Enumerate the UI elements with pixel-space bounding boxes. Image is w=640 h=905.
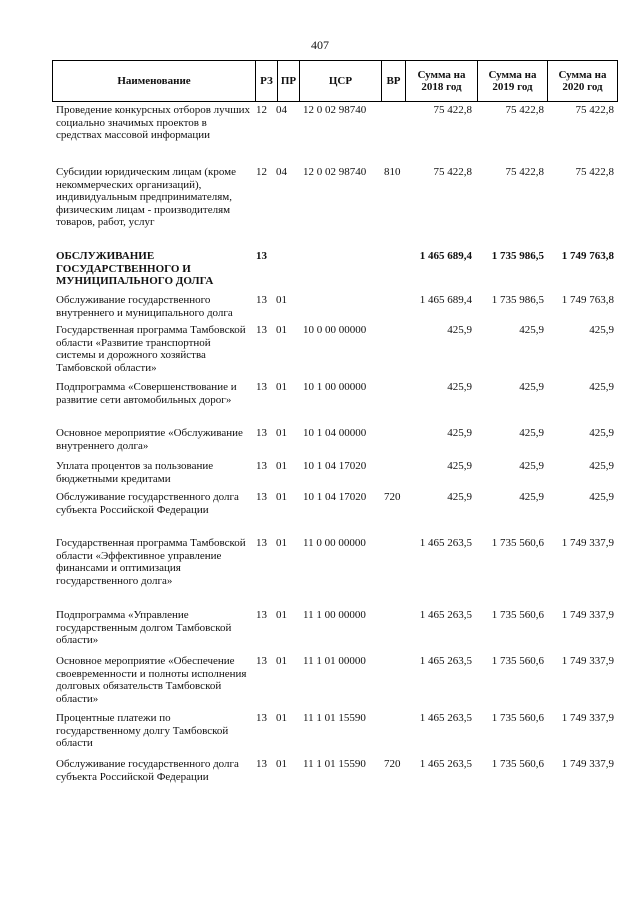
- header-vr: ВР: [381, 61, 405, 101]
- cell-pr: 01: [276, 758, 287, 770]
- cell-2020: 1 749 337,9: [561, 712, 614, 724]
- cell-2019: 1 735 986,5: [491, 294, 544, 306]
- cell-2018: 425,9: [447, 460, 472, 472]
- header-rz: РЗ: [255, 61, 277, 101]
- header-2020: Сумма на 2020 год: [547, 61, 617, 101]
- cell-2018: 1 465 263,5: [419, 712, 472, 724]
- cell-2018: 75 422,8: [433, 166, 472, 178]
- cell-2019: 75 422,8: [505, 166, 544, 178]
- cell-2019: 425,9: [519, 381, 544, 393]
- cell-csr: 10 1 04 17020: [303, 460, 367, 472]
- cell-name: Обслуживание государственного долга субъекта Российской Федерации: [56, 758, 239, 783]
- cell-pr: 01: [276, 655, 287, 667]
- cell-csr: 11 1 01 15590: [303, 758, 366, 770]
- cell-2018: 425,9: [447, 427, 472, 439]
- cell-pr: 01: [276, 427, 287, 439]
- cell-csr: 12 0 02 98740: [303, 166, 367, 178]
- cell-pr: 01: [276, 537, 287, 549]
- cell-2020: 1 749 337,9: [561, 609, 614, 621]
- cell-csr: 10 0 00 00000: [303, 324, 367, 336]
- cell-name: Обслуживание государственного внутреннего и муниципального долга: [56, 294, 233, 319]
- cell-csr: 11 1 00 00000: [303, 609, 366, 621]
- cell-rz: 13: [256, 712, 267, 724]
- cell-2018: 1 465 263,5: [419, 537, 472, 549]
- cell-2018: 1 465 263,5: [419, 609, 472, 621]
- header-2018: Сумма на 2018 год: [405, 61, 477, 101]
- cell-2019: 1 735 986,5: [491, 250, 544, 262]
- cell-2019: 1 735 560,6: [491, 758, 544, 770]
- cell-rz: 13: [256, 460, 267, 472]
- cell-csr: 12 0 02 98740: [303, 104, 367, 116]
- cell-rz: 13: [256, 758, 267, 770]
- cell-pr: 01: [276, 609, 287, 621]
- cell-name: Обслуживание государственного долга субъекта Российской Федерации: [56, 491, 239, 516]
- cell-csr: 10 1 00 00000: [303, 381, 367, 393]
- cell-name: Уплата процентов за пользование бюджетными кредитами: [56, 460, 214, 485]
- cell-2018: 425,9: [447, 324, 472, 336]
- cell-name: Процентные платежи по государственному долгу Тамбовской области: [56, 712, 229, 750]
- cell-2019: 425,9: [519, 427, 544, 439]
- cell-2018: 425,9: [447, 381, 472, 393]
- cell-2020: 425,9: [589, 460, 614, 472]
- page-number: 407: [311, 38, 329, 52]
- cell-2019: 75 422,8: [505, 104, 544, 116]
- cell-rz: 13: [256, 537, 267, 549]
- header-name: Наименование: [117, 75, 191, 87]
- cell-2020: 1 749 337,9: [561, 758, 614, 770]
- cell-rz: 13: [256, 294, 267, 306]
- cell-pr: 01: [276, 294, 287, 306]
- cell-2018: 1 465 689,4: [419, 294, 472, 306]
- cell-csr: 10 1 04 17020: [303, 491, 367, 503]
- cell-2018: 1 465 263,5: [419, 655, 472, 667]
- cell-2020: 75 422,8: [575, 104, 614, 116]
- cell-2020: 425,9: [589, 324, 614, 336]
- cell-rz: 12: [256, 166, 267, 178]
- cell-2020: 1 749 337,9: [561, 655, 614, 667]
- cell-pr: 01: [276, 324, 287, 336]
- cell-2018: 1 465 689,4: [419, 250, 472, 262]
- cell-2020: 425,9: [589, 491, 614, 503]
- header-2019: Сумма на 2019 год: [477, 61, 547, 101]
- header-pr: ПР: [277, 61, 299, 101]
- cell-2019: 425,9: [519, 491, 544, 503]
- cell-2019: 1 735 560,6: [491, 609, 544, 621]
- cell-2020: 1 749 763,8: [561, 294, 614, 306]
- cell-name: Проведение конкурсных отборов лучших социально значимых проектов в средствах массовой информации: [56, 104, 251, 142]
- cell-csr: 11 0 00 00000: [303, 537, 366, 549]
- cell-pr: 01: [276, 381, 287, 393]
- cell-name: ОБСЛУЖИВАНИЕ ГОСУДАРСТВЕННОГО И МУНИЦИПАЛЬНОГО ДОЛГА: [56, 250, 214, 288]
- cell-pr: 04: [276, 166, 287, 178]
- cell-2020: 1 749 763,8: [561, 250, 614, 262]
- cell-2020: 1 749 337,9: [561, 537, 614, 549]
- cell-rz: 13: [256, 427, 267, 439]
- cell-2019: 425,9: [519, 324, 544, 336]
- cell-name: Основное мероприятие «Обеспечение своевременности и полноты исполнения долговых обязательств Тамбовской области»: [56, 655, 247, 705]
- cell-2018: 1 465 263,5: [419, 758, 472, 770]
- cell-2020: 425,9: [589, 427, 614, 439]
- cell-pr: 04: [276, 104, 287, 116]
- cell-pr: 01: [276, 491, 287, 503]
- cell-vr: 810: [384, 166, 401, 178]
- cell-pr: 01: [276, 712, 287, 724]
- cell-rz: 13: [256, 381, 267, 393]
- cell-name: Государственная программа Тамбовской области «Развитие транспортной системы и дорожного хозяйства Тамбовской области»: [56, 324, 246, 374]
- cell-2018: 425,9: [447, 491, 472, 503]
- cell-2019: 425,9: [519, 460, 544, 472]
- header-csr: ЦСР: [299, 61, 381, 101]
- cell-pr: 01: [276, 460, 287, 472]
- cell-2020: 425,9: [589, 381, 614, 393]
- cell-rz: 13: [256, 609, 267, 621]
- cell-2018: 75 422,8: [433, 104, 472, 116]
- cell-rz: 13: [256, 655, 267, 667]
- cell-name: Подпрограмма «Совершенствование и развитие сети автомобильных дорог»: [56, 381, 237, 406]
- cell-rz: 13: [256, 491, 267, 503]
- cell-2019: 1 735 560,6: [491, 537, 544, 549]
- cell-csr: 11 1 01 00000: [303, 655, 366, 667]
- cell-2019: 1 735 560,6: [491, 655, 544, 667]
- cell-name: Подпрограмма «Управление государственным долгом Тамбовской области»: [56, 609, 232, 647]
- cell-vr: 720: [384, 758, 401, 770]
- cell-rz: 13: [256, 324, 267, 336]
- cell-rz: 13: [256, 250, 267, 262]
- cell-csr: 11 1 01 15590: [303, 712, 366, 724]
- cell-name: Субсидии юридическим лицам (кроме некоммерческих организаций), индивидуальным предпринимателям, физическим лицам - производителям товаров, работ, услуг: [56, 166, 237, 229]
- cell-2019: 1 735 560,6: [491, 712, 544, 724]
- cell-rz: 12: [256, 104, 267, 116]
- cell-2020: 75 422,8: [575, 166, 614, 178]
- cell-name: Основное мероприятие «Обслуживание внутреннего долга»: [56, 427, 243, 452]
- cell-name: Государственная программа Тамбовской области «Эффективное управление финансами и оптимизация государственного долга»: [56, 537, 246, 587]
- cell-vr: 720: [384, 491, 401, 503]
- cell-csr: 10 1 04 00000: [303, 427, 367, 439]
